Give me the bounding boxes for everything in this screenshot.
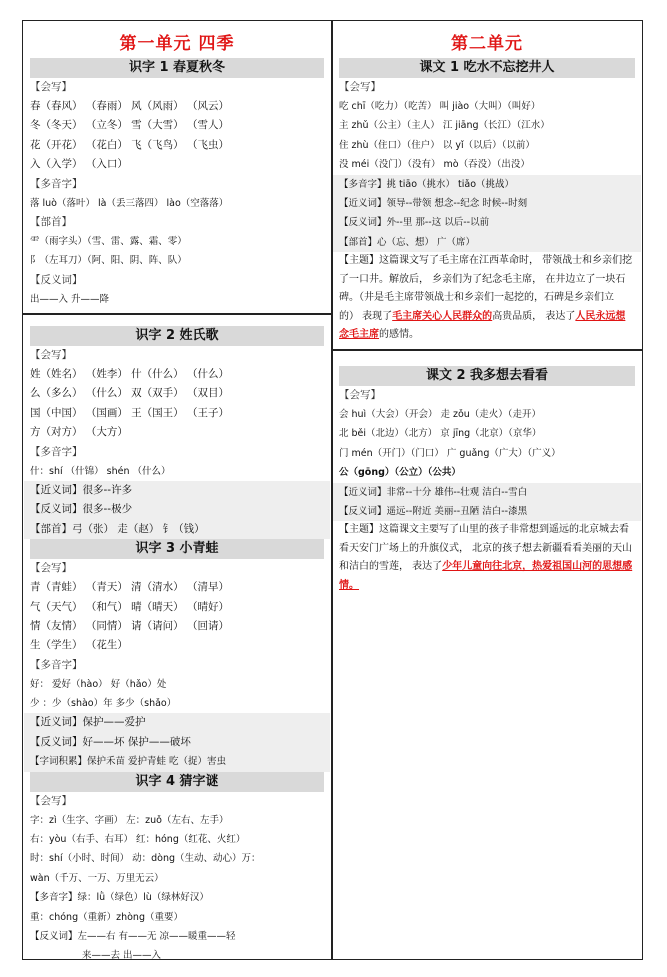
write-row: 青（青蛙） （青天） 清（清水） （清早） [30,581,230,594]
synonym-row: 【近义词】保护——爱护 [24,713,330,732]
write-row: 北 běi（北边）（北方） 京 jīng（北京）（京华） [339,428,542,440]
left-section-divider [22,313,332,315]
theme-paragraph [333,252,641,345]
theme-text: 的感情。 [379,329,419,341]
write-row: 国（中国） （国画） 王（国王） （王子） [30,406,230,419]
section-label: 【多音字】 [30,445,83,458]
write-row: 吃 chī（吃力）（吃苦） 叫 jiào（大叫）（叫好） [339,101,541,112]
theme-text: 【主题】这篇课文写了毛主席在江西革命时， 带领战士和乡亲们挖了一口井。解放后， 乡亲们为了纪念毛主席， 在井边立了一块石碑。（井是毛主席带领战士和乡亲们一起挖的，石碑是乡亲们立的） 表现了 [339,255,633,322]
write-row: 时：shí（小时、时间） 动：dòng（生动、动心）万： [30,853,261,865]
write-row: 公（gōng）（公立）（公共） [339,467,461,479]
lesson-1-title: 识字 1 春夏秋冬 [30,58,324,78]
left-bottom-section [24,326,330,966]
antonym-row: 来——去 出——入 [82,950,162,962]
write-row: 姓（姓名） （姓李） 什（什么） （什么） [30,368,230,380]
antonym-row: 出——入 升——降 [30,293,110,305]
write-row: 门 mén（开门）（门口） 广 guǎng（广大）（广义） [339,447,561,459]
synonym-row: 【近义词】领导--带领 想念--纪念 时候--时刻 [333,194,641,213]
section-label: 【多音字】 [30,658,83,671]
radical-row: 【部首】心（忘、想） 广（席） [333,233,641,252]
radical-row: 【部首】弓（张） 走（赵） 钅（钱） [24,520,330,539]
polyphone-row: 【多音字】绿：lǜ（绿色）lù（绿林好汉） [30,892,209,904]
write-row: 春（春风） （春雨） 风（风雨） （风云） [30,100,230,112]
radical-row: 阝（左耳刀）（阿、阳、阴、阵、队） [30,255,187,267]
theme-highlight: 人民永远想念毛主席 [339,310,626,341]
section-label: 【多音字】 [30,177,83,190]
write-row: 右：yòu（右手、右耳） 红：hóng（红花、火红） [30,834,246,846]
write-row: 气（天气） （和气） 晴（晴天） （晴好） [30,600,230,613]
write-row: 冬（冬天） （立冬） 雪（大雪） （雪人） [30,119,230,132]
theme-paragraph [333,521,641,595]
antonym-row: 【反义词】左——右 有——无 凉——暖重——轻 [30,930,236,942]
synonym-row: 【近义词】很多--许多 [24,481,330,500]
polyphone-row: 少 ：少（shào）年 多少（shǎo） [30,698,177,710]
theme-text: 高贵品质， 表达了 [492,310,576,322]
polyphone-row: 什：shí （什锦） shén （什么） [30,465,171,477]
polyphone-row: 重：chóng（重新）zhòng（重要） [30,911,183,923]
right-top-section [333,30,641,345]
write-row: 么（多么） （什么） 双（双手） （双目） [30,387,230,400]
theme-highlight: 毛主席关心人民群众的 [392,310,493,322]
write-row: 情（友情） （同情） 请（请问） （回请） [30,619,230,632]
write-row: 方（对方） （大方） [30,426,128,439]
section-label: 【会写】 [30,794,72,807]
antonym-row: 【反义词】外--里 那--这 以后--以前 [333,213,641,232]
section-label: 【会写】 [339,81,381,93]
polyphone-row: 【多音字】挑 tiāo（挑水） tiǎo（挑战） [333,175,641,194]
text-2-title: 课文 2 我多想去看看 [339,366,635,386]
antonym-row: 【反义词】好——坏 保护——破坏 [24,733,330,752]
right-section-divider [331,349,643,351]
antonym-row: 【反义词】很多--极少 [24,500,330,519]
section-label: 【会写】 [339,389,381,401]
section-label: 【会写】 [30,562,72,575]
accumulation-row: 【字词积累】保护禾苗 爱护青蛙 吃（捉）害虫 [24,752,330,771]
lesson-2-title: 识字 2 姓氏歌 [30,326,324,346]
unit-1-title: 第一单元 四季 [119,34,235,54]
write-row: 花（开花） （花白） 飞（飞鸟） （飞虫） [30,138,230,151]
write-row: 住 zhù（住口）（住户） 以 yǐ（以后）（以前） [339,139,535,151]
theme-text: 【主题】这篇课文主要写了山里的孩子非常想到遥远的北京城去看看天安门广场上的升旗仪式， 北京的孩子想去新疆看看美丽的天山和洁白的雪莲， 表达了 [339,524,633,573]
unit-2-title: 第二单元 [451,34,523,54]
section-label: 【会写】 [30,81,72,93]
write-row: 生（学生） （花生） [30,639,128,652]
lesson-3-title: 识字 3 小青蛙 [30,539,324,559]
section-label: 【会写】 [30,349,72,361]
synonym-row: 【近义词】非常--十分 雄伟--壮观 洁白--雪白 [333,483,641,502]
right-bottom-section [333,366,641,595]
polyphone-row: 落 luò（落叶） là（丢三落四） lào（空落落） [30,197,229,209]
write-row: 入（入学） （入口） [30,158,128,171]
radical-row: ⻗（雨字头）（雪、雷、露、霜、零） [30,235,187,247]
antonym-row: 【反义词】遥远--附近 美丽--丑陋 洁白--漆黑 [333,502,641,521]
write-row: 没 méi（没门）（没有） mò（吞没）（出没） [339,159,530,171]
polyphone-row: 好： 爱好（hào） 好（hǎo）处 [30,678,167,690]
write-row: 主 zhǔ（公主）（主人） 江 jiāng（长江）（江水） [339,120,550,132]
section-label: 【部首】 [30,215,72,228]
section-label: 【反义词】 [30,273,83,286]
lesson-4-title: 识字 4 猜字谜 [30,772,324,792]
left-top-section [24,30,330,309]
theme-highlight: 少年儿童向往北京，热爱祖国山河的思想感情。 [339,561,633,591]
write-row: 会 huì（大会）（开会） 走 zǒu（走火）（走开） [339,409,542,420]
text-1-title: 课文 1 吃水不忘挖井人 [339,58,635,78]
write-row: 字：zì（生字、字画） 左：zuǒ（左右、左手） [30,814,229,826]
write-row: wàn（千万、一万、万里无云） [30,872,164,884]
